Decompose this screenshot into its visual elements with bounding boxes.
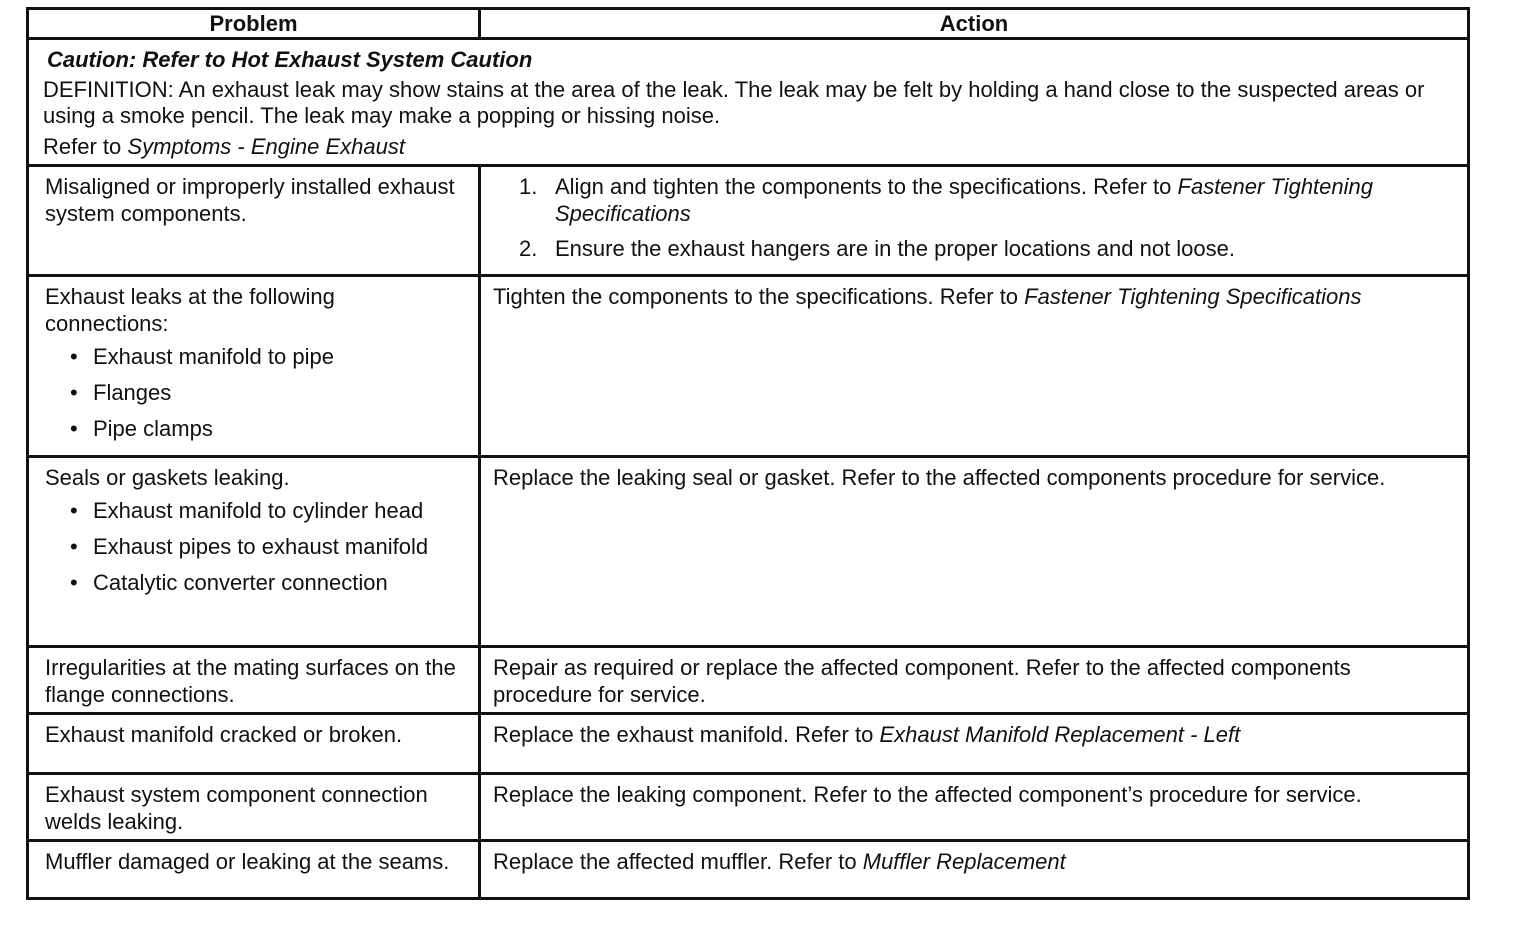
bullet-icon: • <box>70 570 78 595</box>
bullet-icon: • <box>70 344 78 369</box>
action-cell: Replace the leaking component. Refer to the affected component’s procedure for service. <box>480 774 1469 841</box>
table-row <box>28 276 1469 457</box>
step-text: Ensure the exhaust hangers are in the proper locations and not loose. <box>555 236 1236 261</box>
problem-cell: Irregularities at the mating surfaces on the flange connections. <box>28 647 480 714</box>
action-header: Action <box>480 9 1469 39</box>
bullet-icon: • <box>70 534 78 559</box>
step-number: 2. <box>519 236 538 261</box>
action-cell <box>480 166 1469 276</box>
action-cell: Repair as required or replace the affected component. Refer to the affected components procedure for service. <box>480 647 1469 714</box>
step-number: 1. <box>519 174 538 199</box>
action-text: Replace the affected muffler. Refer to <box>493 849 857 874</box>
action-cell: Replace the leaking seal or gasket. Refer to the affected components procedure for service. <box>480 457 1469 647</box>
bullet-item: • Catalytic converter connection <box>70 570 388 595</box>
action-link[interactable]: Muffler Replacement <box>862 849 1066 874</box>
definition-text: DEFINITION: An exhaust leak may show stains at the area of the leak. The leak may be felt by holding a hand close to the suspected areas or using a smoke pencil. The leak may make a popping or hissing noise. <box>43 77 1425 128</box>
refer-line <box>43 133 1453 160</box>
action-text: Replace the exhaust manifold. Refer to <box>493 722 874 747</box>
diagnostic-table <box>26 7 1470 900</box>
bullet-icon: • <box>70 498 78 523</box>
problem-text: Exhaust leaks at the following connections: <box>45 284 335 336</box>
bullet-icon: • <box>70 416 78 441</box>
problem-header: Problem <box>28 9 480 39</box>
step-item <box>497 235 1453 262</box>
table-row <box>28 457 1469 647</box>
step-text: Align and tighten the components to the specifications. Refer to <box>555 174 1172 199</box>
problem-bullets <box>45 497 464 596</box>
action-cell <box>480 841 1469 899</box>
problem-cell <box>28 276 480 457</box>
problem-text: Seals or gaskets leaking. <box>45 465 290 490</box>
action-link[interactable]: Exhaust Manifold Replacement - Left <box>879 722 1241 747</box>
intro-row <box>28 39 1469 166</box>
problem-cell: Muffler damaged or leaking at the seams. <box>28 841 480 899</box>
table-row <box>28 166 1469 276</box>
caution-text: Caution: Refer to Hot Exhaust System Caution <box>47 47 533 72</box>
bullet-item: • Exhaust pipes to exhaust manifold <box>70 534 429 559</box>
refer-link[interactable]: Symptoms - Engine Exhaust <box>127 134 405 159</box>
bullet-icon: • <box>70 380 78 405</box>
bullet-item: • Flanges <box>70 380 172 405</box>
action-cell <box>480 276 1469 457</box>
table-row <box>28 647 1469 714</box>
bullet-item: • Pipe clamps <box>70 416 213 441</box>
table-row <box>28 714 1469 774</box>
bullet-item: • Exhaust manifold to pipe <box>70 344 334 369</box>
step-item <box>497 173 1453 227</box>
problem-cell: Misaligned or improperly installed exhaust system components. <box>28 166 480 276</box>
problem-cell: Exhaust manifold cracked or broken. <box>28 714 480 774</box>
table-row <box>28 841 1469 899</box>
action-cell <box>480 714 1469 774</box>
problem-cell: Exhaust system component connection welds leaking. <box>28 774 480 841</box>
bullet-item: • Exhaust manifold to cylinder head <box>70 498 424 523</box>
problem-bullets <box>45 343 464 442</box>
refer-prefix: Refer to <box>43 134 122 159</box>
step-link[interactable]: Fastener Tightening Specifications <box>555 174 1373 226</box>
intro-cell <box>28 39 1469 166</box>
action-steps <box>497 173 1453 262</box>
header-row <box>28 9 1469 39</box>
table-row <box>28 774 1469 841</box>
action-text: Tighten the components to the specifications. Refer to <box>493 284 1019 309</box>
problem-cell <box>28 457 480 647</box>
action-link[interactable]: Fastener Tightening Specifications <box>1024 284 1362 309</box>
